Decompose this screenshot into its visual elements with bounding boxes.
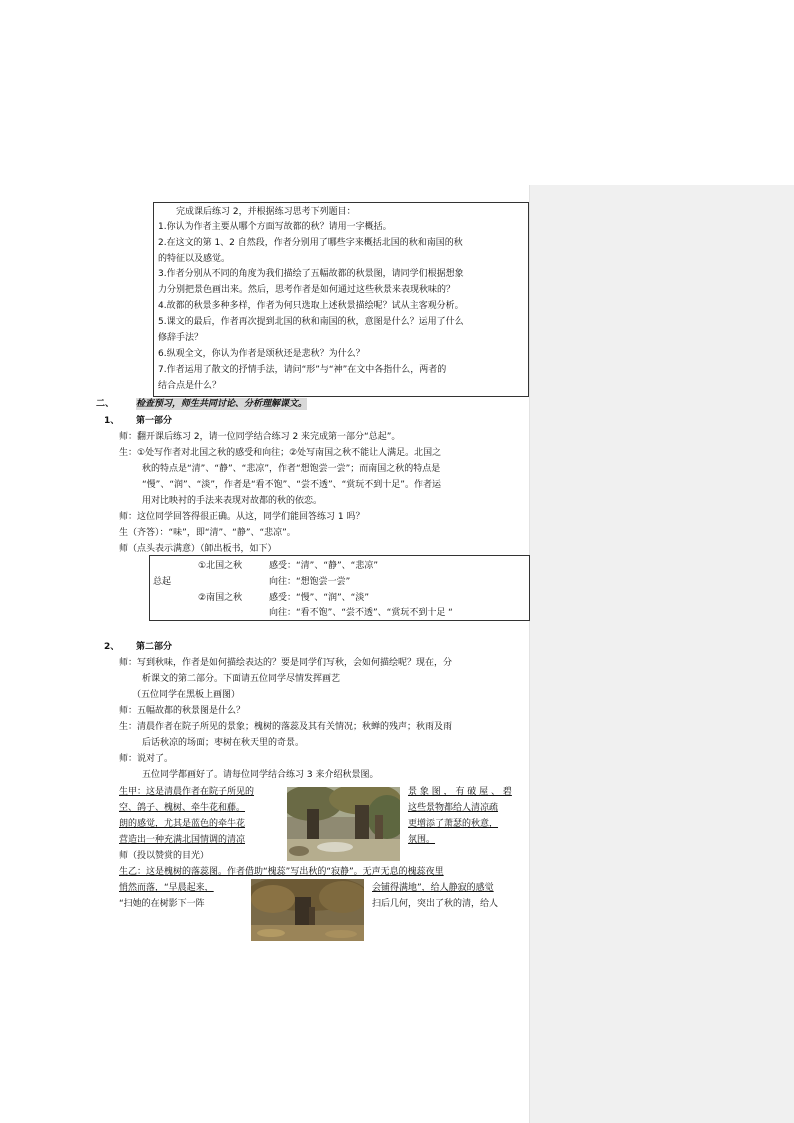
dialogue-line: 生（齐答）：“味”，即“清”、“静”、“悲凉”。 xyxy=(119,528,296,538)
locust-tree-painting xyxy=(251,879,364,941)
courtyard-painting xyxy=(287,787,400,861)
dialogue-line: 五位同学都画好了。请每位同学结合练习 3 来介绍秋景图。 xyxy=(142,770,379,780)
dialogue-line: 生：①处写作者对北国之秋的感受和向往；②处写南国之秋不能让人满足。北国之 xyxy=(119,448,442,458)
part2-number: 2、 xyxy=(104,642,120,652)
student-a-line: 氛围。 xyxy=(408,835,436,845)
student-a-line: 生甲：这是清晨作者在院子所见的 xyxy=(119,787,255,797)
exercise-question: 的特征以及感觉。 xyxy=(158,254,231,264)
student-a-line: 这些景物都给人清凉疏 xyxy=(408,803,499,813)
student-b-line: 会铺得满地”，给人静寂的感觉 xyxy=(372,883,494,893)
dialogue-line: 析课文的第二部分。下面请五位同学尽情发挥画艺 xyxy=(142,674,341,684)
dialogue-line: 用对比映衬的手法来表现对故都的秋的依恋。 xyxy=(142,496,323,506)
summary-north-longing: 向往：“想饱尝一尝” xyxy=(269,577,351,587)
student-a-line: 景 象 图 ， 有 破 屋 、 碧 xyxy=(408,787,512,797)
exercise-question: 力分别把景色画出来。然后，思考作者是如何通过这些秋景来表现秋味的？ xyxy=(158,285,456,295)
dialogue-line: 师：翻开课后练习 2，请一位同学结合练习 2 来完成第一部分“总起”。 xyxy=(119,432,401,442)
dialogue-line: 师（点头表示满意）（師出板书，如下） xyxy=(119,544,277,554)
dialogue-line: （五位同学在黑板上画图） xyxy=(132,690,241,700)
teacher-line: 师（投以赞赏的目光） xyxy=(119,851,210,861)
exercise-question: 7.作者运用了散文的抒情手法，请问“形”与“神”在文中各指什么，两者的 xyxy=(158,365,447,375)
student-a-line: 营造出一种充满北国情调的清凉 xyxy=(119,835,246,845)
exercise-title: 完成课后练习 2，并根据练习思考下列题目： xyxy=(176,207,356,217)
summary-south: ②南国之秋 xyxy=(198,593,243,603)
section-number: 二、 xyxy=(96,399,115,409)
student-b-line: 悄然而落，“早晨起来， xyxy=(119,883,214,893)
summary-south-feel: 感受：“慢”、“润”、“淡” xyxy=(269,593,369,603)
summary-north: ①北国之秋 xyxy=(198,561,243,571)
exercise-question: 4.故都的秋景多种多样，作者为何只选取上述秋景描绘呢？试从主客观分析。 xyxy=(158,301,464,311)
dialogue-line: 秋的特点是“清”、“静”、“悲凉”，作者“想饱尝一尝”；而南国之秋的特点是 xyxy=(142,464,441,474)
dialogue-line: 师：说对了。 xyxy=(119,754,174,764)
exercise-question: 1.你认为作者主要从哪个方面写故都的秋？请用一字概括。 xyxy=(158,222,392,232)
exercise-question: 修辞手法？ xyxy=(158,333,204,343)
dialogue-line: 师：写到秋味，作者是如何描绘表达的？要是同学们写秋，会如何描绘呢？现在，分 xyxy=(119,658,453,668)
part2-title: 第二部分 xyxy=(136,642,173,652)
dialogue-line: 后话秋凉的场面；枣树在秋天里的奇景。 xyxy=(142,738,305,748)
student-a-line: 更增添了萧瑟的秋意， xyxy=(408,819,499,829)
dialogue-line: “慢”、“润”、“淡”，作者是“看不饱”、“尝不透”、“赏玩不到十足”。作者运 xyxy=(142,480,441,490)
summary-label: 总起 xyxy=(153,577,172,587)
exercise-question: 结合点是什么？ xyxy=(158,381,222,391)
part1-number: 1、 xyxy=(104,416,120,426)
section-title: 检查预习，师生共同讨论、分析理解课文。 xyxy=(136,399,308,409)
summary-north-feel: 感受：“清”、“静”、“悲凉” xyxy=(269,561,378,571)
exercise-question: 3.作者分别从不同的角度为我们描绘了五幅故都的秋景图，请同学们根据想象 xyxy=(158,269,464,279)
student-a-line: 朗的感觉，尤其是蓝色的牵牛花 xyxy=(119,819,246,829)
student-b-line: “扫她的在树影下一阵 xyxy=(119,899,205,909)
exercise-question: 5.课文的最后，作者再次提到北国的秋和南国的秋，意图是什么？运用了什么 xyxy=(158,317,464,327)
student-b-line: 扫后几何，突出了秋的清，给人 xyxy=(372,899,499,909)
part1-title: 第一部分 xyxy=(136,416,173,426)
dialogue-line: 师：这位同学回答得很正确。从这，同学们能回答练习 1 吗？ xyxy=(119,512,365,522)
dialogue-line: 师：五幅故都的秋景图是什么？ xyxy=(119,706,246,716)
comment-pane-top xyxy=(529,0,794,185)
exercise-question: 6.纵观全文，你认为作者是颂秋还是悲秋？为什么？ xyxy=(158,349,365,359)
summary-south-longing: 向往：“看不饱”、“尝不透”、“赏玩不到十足 “ xyxy=(269,608,453,618)
dialogue-line: 生：清晨作者在院子所见的景象；槐树的落蕊及其有关情况；秋蝉的残声；秋雨及雨 xyxy=(119,722,453,732)
student-a-line: 空、鸽子、槐树、牵牛花和藤。 xyxy=(119,803,246,813)
exercise-question: 2.在这文的第 1、2 自然段，作者分别用了哪些字来概括北国的秋和南国的秋 xyxy=(158,238,463,248)
student-b-line: 生乙：这是槐树的落蕊图。作者借助“槐蕊”写出秋的“寂静”。无声无息的槐蕊夜里 xyxy=(119,867,444,877)
